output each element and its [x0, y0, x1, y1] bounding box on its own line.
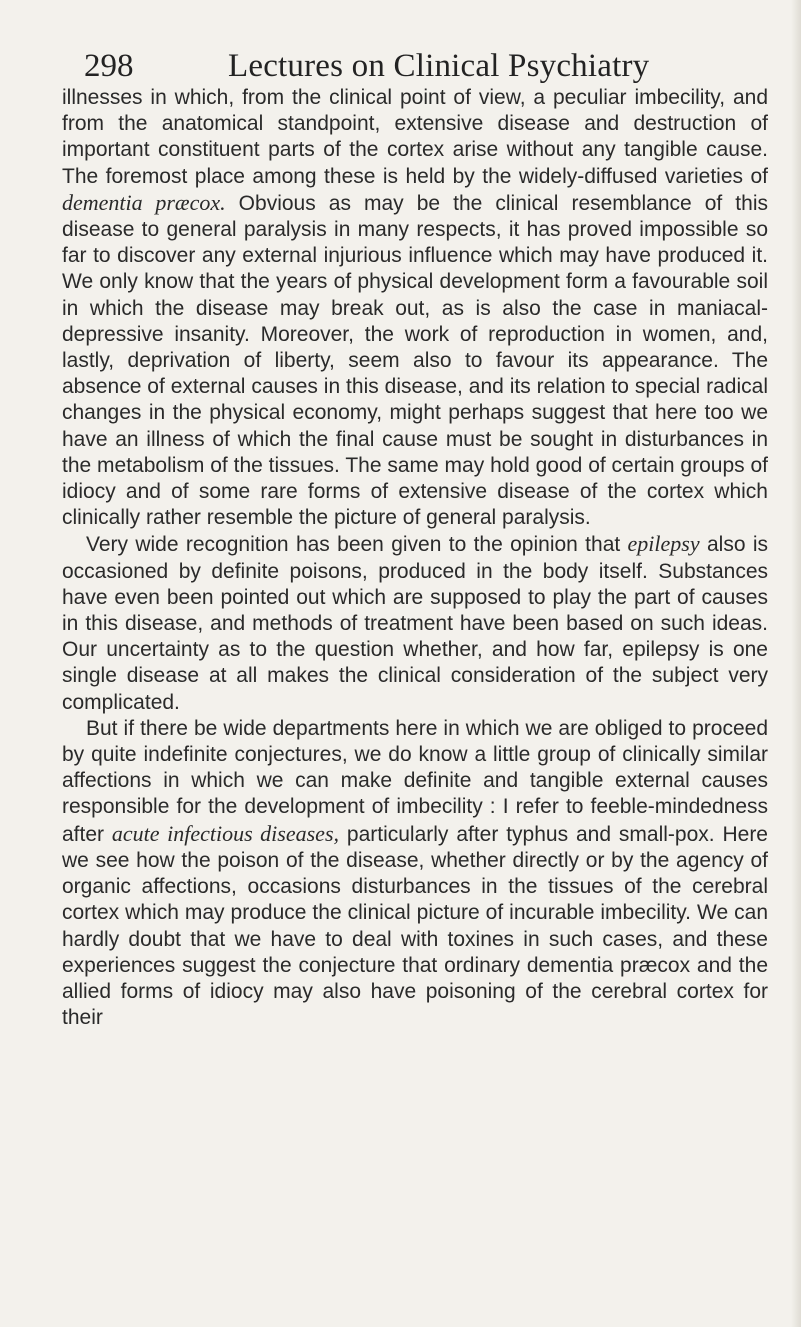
italic-term-epilepsy: epilepsy: [627, 531, 700, 557]
page-header: [84, 46, 724, 90]
italic-term-dementia-praecox: dementia præcox.: [62, 189, 226, 215]
paragraph-3: [62, 716, 768, 1031]
text-run: But if there be wide departments here in which we are obliged to proceed by quite indefinite conjectures, we do know a little group of clinically similar affections in which we can make definite and tangible external causes responsible for the development of imbecility : I refer to feeble-mindedness after: [62, 716, 768, 846]
text-run: illnesses in which, from the clinical point of view, a peculiar imbecility, and from the anatomical standpoint, extensive disease and destruction of important constituent parts of the cortex arise without any tangible cause. The foremost place among these is held by the widely-diffused varieties of: [62, 86, 768, 188]
paragraph-2: [62, 531, 768, 715]
body-text: [62, 85, 768, 1031]
text-run: particularly after typhus and small-pox. Here we see how the poison of the disease, whether directly or by the agency of organic affections, occasions disturbances in the tissues of the cerebral cortex which may produce the clinical picture of incurable imbecility. We can hardly doubt that we have to deal with toxines in such cases, and these experiences suggest the conjecture that ordinary dementia præcox and the allied forms of idiocy may also have poisoning of the cerebral cortex for their: [62, 822, 768, 1030]
italic-term-acute-infectious-diseases: acute infectious diseases,: [111, 820, 340, 846]
text-run: Very wide recognition has been given to the opinion that: [86, 533, 628, 557]
text-run: also is occasioned by definite poisons, produced in the body itself. Substances have even been pointed out which are supposed to play the part of causes in this disease, and methods of treatment have been based on such ideas. Our uncertainty as to the question whether, and how far, epilepsy is one single disease at all makes the clinical consideration of the subject very complicated.: [62, 533, 769, 714]
paragraph-1: [62, 85, 768, 531]
page-edge-shadow: [791, 0, 801, 1327]
text-run: Obvious as may be the clinical resemblance of this disease to general paralysis in many respects, it has proved impossible so far to discover any external injurious influence which may have produced it. We only know that the years of physical development form a favourable soil in which the disease may break out, as is also the case in maniacal-depressive insanity. Moreover, the work of reproduction in women, and, lastly, deprivation of liberty, seem also to favour its appearance. The absence of external causes in this disease, and its relation to special radical changes in the physical economy, might perhaps suggest that here too we have an illness of which the final cause must be sought in disturbances in the metabolism of the tissues. The same may hold good of certain groups of idiocy and of some rare forms of extensive disease of the cortex which clinically rather resemble the picture of general paralysis.: [62, 191, 768, 530]
page-number: 298: [84, 48, 134, 84]
running-title: Lectures on Clinical Psychiatry: [228, 48, 650, 84]
